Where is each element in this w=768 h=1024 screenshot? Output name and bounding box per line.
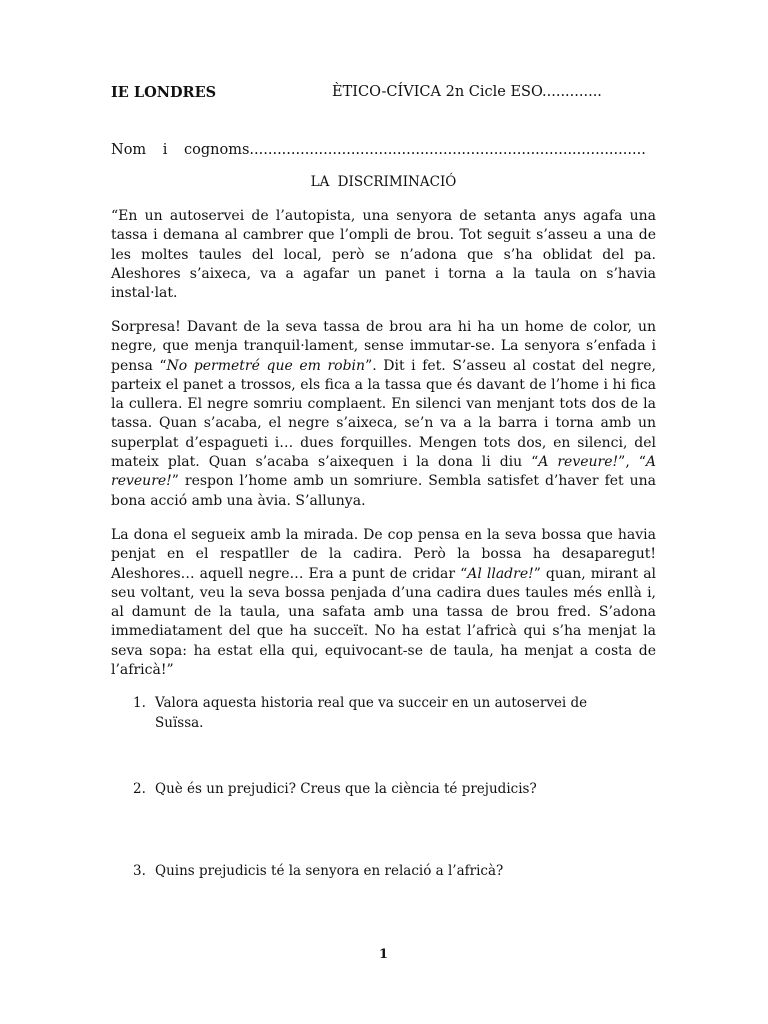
paragraph-2-text-c: ”, “ [618, 454, 646, 471]
question-number: 1. [133, 695, 146, 711]
paragraph-2 [111, 318, 656, 511]
question-text: Què és un prejudici? Creus que la ciència té prejudicis? [155, 781, 537, 797]
question-text: Quins prejudicis té la senyora en relació a l’africà? [155, 863, 504, 879]
paragraph-1 [111, 207, 656, 303]
paragraph-1-text: “En un autoservei de l’autopista, una senyora de setanta anys agafa una tassa i demana al cambrer que l’ompli de brou. Tot seguit s’asseu a una de les moltes taules del local, però se n’adona que s’ha oblidat del pa. Aleshores s’aixeca, va a agafar un panet i torna a la taula on s’havia instal·lat. [111, 208, 656, 302]
paragraph-2-quote-3: A reveure! [111, 454, 657, 490]
paragraph-3-text-b: ” quan, mirant al seu voltant, veu la seva bossa penjada d’una cadira dues taules més enllà i, al damunt de la taula, una safata amb una tassa de brou fred. S’adona immediatament del que ha succeït. No ha estat l’africà qui s’ha menjat la seva sopa: ha estat ella qui, equivocant-se de taula, ha menjat a costa de l’africà!” [111, 565, 657, 679]
paragraph-2-quote-2: A reveure! [538, 454, 619, 471]
paragraph-2-text-b: ”. Dit i fet. S’asseu al costat del negre, parteix el panet a trossos, els fica a la tassa que és davant de l’home i hi fica la cullera. El negre somriu complaent. En silenci van menjant tots dos de la tassa. Quan s’acaba, el negre s’aixeca, se’n va a la barra i torna amb un superplat d’espagueti i… dues forquilles. Mengen tots dos, en silenci, del mateix plat. Quan s’acaba s’aixequen i la dona li diu “ [111, 357, 657, 471]
name-field-line: Nom i cognoms...................................................................................... [111, 142, 646, 158]
paragraph-3 [111, 526, 656, 680]
paragraph-3-quote-1: Al lladre! [467, 565, 534, 582]
paragraph-2-quote-1: No permetré que em robin [166, 357, 366, 374]
course-name: ÈTICO-CÍVICA 2n Cicle ESO............. [332, 84, 602, 100]
question-number: 3. [133, 863, 146, 879]
paragraph-2-text-d: ” respon l’home amb un somriure. Sembla satisfet d’haver fet una bona acció amb una àvia. S’allunya. [111, 473, 656, 509]
page-number: 1 [378, 947, 389, 962]
question-text: Valora aquesta historia real que va succeir en un autoservei de Suïssa. [155, 695, 588, 731]
paragraph-2-text-a: Sorpresa! Davant de la seva tassa de brou ara hi ha un home de color, un negre, que menja tranquil·lament, sense immutar-se. La senyora s’enfada i pensa “ [111, 319, 656, 374]
school-name: IE LONDRES [111, 84, 217, 101]
document-title: LA DISCRIMINACIÓ [310, 174, 457, 190]
question-number: 2. [133, 781, 146, 797]
paragraph-3-text-a: La dona el segueix amb la mirada. De cop pensa en la seva bossa que havia penjat en el respatller de la cadira. Però la bossa ha desaparegut! Aleshores… aquell negre… Era a punt de cridar “ [111, 527, 656, 582]
